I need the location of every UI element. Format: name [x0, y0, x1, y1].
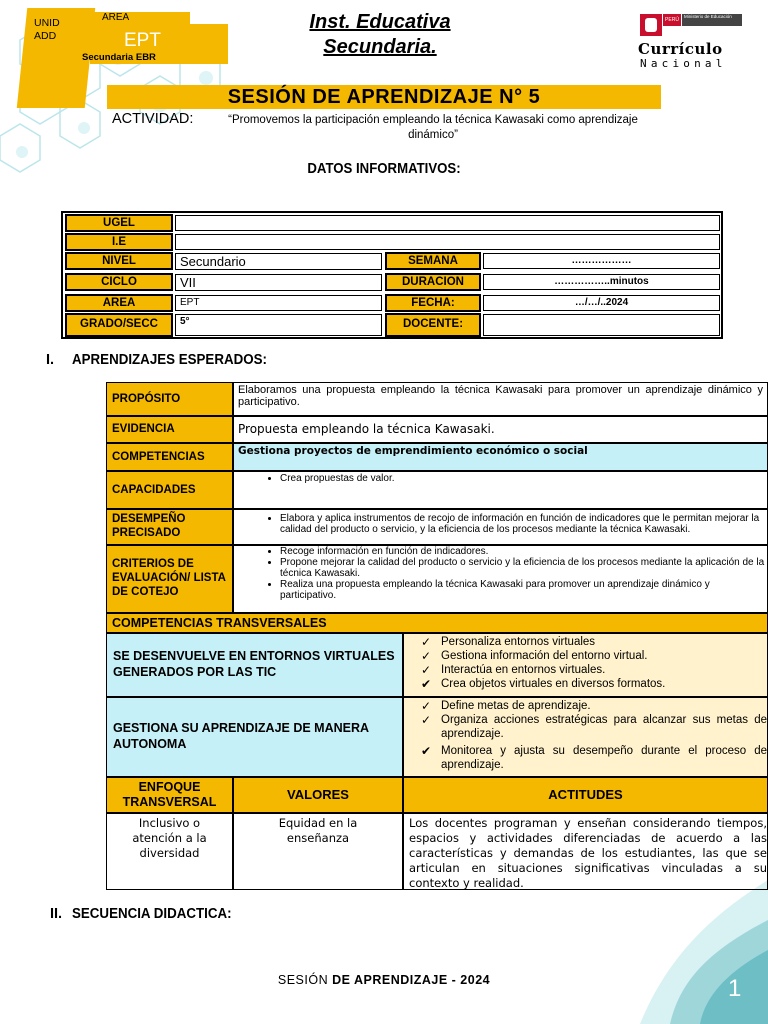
- actitudes-value: Los docentes programan y enseñan considerando tiempos, espacios y actividades diferenciadas de acuerdo a las características y demandas de los estudiantes, las que se articulan en situaciones significativas vinculadas a su contexto y realidad.: [403, 813, 768, 890]
- institution-title: Inst. Educativa Secundaria.: [309, 11, 451, 58]
- autonoma-item-text: Monitorea y ajusta su desempeño durante el proceso de aprendizaje.: [441, 745, 767, 771]
- tic-list: [404, 635, 767, 691]
- logo-curriculo-text: Currículo: [638, 40, 723, 58]
- enfoque-header: ENFOQUE TRANSVERSAL: [106, 777, 233, 813]
- enfoque-value: Inclusivo o atención a la diversidad: [106, 813, 233, 890]
- nivel-label: NIVEL: [65, 252, 173, 270]
- transversales-label: COMPETENCIAS TRANSVERSALES: [106, 613, 768, 633]
- duracion-label: DURACION: [385, 273, 481, 291]
- docente-value: [483, 314, 720, 336]
- autonoma-competence-label: GESTIONA SU APRENDIZAJE DE MANERA AUTONOMA: [106, 697, 403, 777]
- check-icon: ✓: [421, 663, 432, 677]
- grado-value: 5°: [175, 314, 382, 336]
- tic-item-text: Gestiona información del entorno virtual.: [441, 650, 648, 662]
- datos-informativos-title: DATOS INFORMATIVOS:: [307, 160, 461, 177]
- activity-text: “Promovemos la participación empleando la técnica Kawasaki como aprendizaje dinámico”: [228, 114, 638, 141]
- check-icon: ✔: [421, 744, 432, 758]
- criterio-item: • Recoge información en función de indicadores.: [280, 546, 767, 557]
- check-icon: ✓: [421, 635, 432, 649]
- area-label: AREA: [102, 12, 130, 23]
- autonoma-item: [421, 744, 767, 772]
- capacidad-item: • Crea propuestas de valor.: [280, 473, 767, 484]
- semana-label: SEMANA: [385, 252, 481, 270]
- page-number: 1: [728, 975, 742, 1002]
- desempeno-list: [234, 513, 767, 535]
- ciclo-label: CICLO: [65, 273, 173, 291]
- proposito-text: Elaboramos una propuesta empleando la técnica Kawasaki para promover un aprendizaje dinámico y participativo.: [233, 382, 768, 416]
- logo-peru-text: PERÚ: [663, 14, 681, 26]
- level-label: Secundaria EBR: [82, 52, 156, 63]
- footer-text: [0, 973, 768, 987]
- criterio-item: • Realiza una propuesta empleando la técnica Kawasaki para promover un aprendizaje dinámico y participativo.: [280, 579, 767, 601]
- section-2-heading: SECUENCIA DIDACTICA:: [72, 906, 232, 922]
- ugel-value: [175, 215, 720, 231]
- ugel-label: UGEL: [65, 214, 173, 232]
- session-title: SESIÓN DE APRENDIZAJE N° 5: [227, 86, 541, 108]
- competencias-label: COMPETENCIAS: [106, 443, 233, 471]
- footer-text-plain: SESIÓN: [277, 973, 329, 987]
- unit-label: UNID ADD: [34, 17, 60, 42]
- duracion-value: ……………..minutos: [483, 274, 720, 290]
- check-icon: ✓: [421, 713, 432, 727]
- tic-item-text: Interactúa en entornos virtuales.: [441, 664, 606, 676]
- peru-shield-icon: [640, 14, 662, 36]
- section-1-number: I.: [46, 352, 55, 368]
- activity-label: ACTIVIDAD:: [112, 111, 194, 127]
- evidencia-text: Propuesta empleando la técnica Kawasaki.: [233, 416, 768, 443]
- area-row-label: AREA: [65, 294, 173, 312]
- actitudes-header: ACTITUDES: [403, 777, 768, 813]
- autonoma-item: [421, 699, 767, 713]
- valores-value: Equidad en la enseñanza: [233, 813, 403, 890]
- desempeno-label: DESEMPEÑO PRECISADO: [106, 509, 233, 545]
- check-icon: ✔: [421, 677, 432, 691]
- fecha-value: …/…/..2024: [483, 295, 720, 311]
- evidencia-label: EVIDENCIA: [106, 416, 233, 443]
- capacidades-list: [234, 473, 767, 484]
- tic-competence-cell: [403, 633, 768, 697]
- section-1-heading: APRENDIZAJES ESPERADOS:: [72, 352, 267, 368]
- valores-header: VALORES: [233, 777, 403, 813]
- fecha-label: FECHA:: [385, 294, 481, 312]
- tic-item-text: Crea objetos virtuales en diversos formatos.: [441, 678, 666, 690]
- section-2-number: II.: [50, 906, 63, 922]
- check-icon: ✓: [421, 699, 432, 713]
- ciclo-value: VII: [175, 274, 382, 291]
- grado-label: GRADO/SECC: [65, 313, 173, 337]
- tic-item: [421, 677, 767, 691]
- datos-informativos-table: [61, 211, 723, 339]
- logo-ministry-text: Ministerio de Educación: [682, 14, 742, 26]
- criterio-item: • Propone mejorar la calidad del producto o servicio y la eficiencia de los procesos mediante la aplicación de la técnica Kawasaki.: [280, 557, 767, 579]
- proposito-label: PROPÓSITO: [106, 382, 233, 416]
- logo-nacional-text: Nacional: [640, 57, 727, 70]
- footer-text-bold: DE APRENDIZAJE - 2024: [332, 973, 491, 987]
- aprendizajes-table: [106, 382, 768, 890]
- criterios-label: CRITERIOS DE EVALUACIÓN/ LISTA DE COTEJO: [106, 545, 233, 613]
- competencias-text: Gestiona proyectos de emprendimiento económico o social: [233, 443, 768, 471]
- desempeno-cell: [233, 509, 768, 545]
- desempeno-item: • Elabora y aplica instrumentos de recojo de información en función de indicadores que le permitan mejorar la calidad del producto o servicio, y la eficiencia de los procesos mediante la técnica Kawasaki.: [280, 513, 767, 535]
- criterios-list: [234, 546, 767, 601]
- ie-label: I.E: [65, 233, 173, 251]
- tic-item: [421, 649, 767, 663]
- tic-item: [421, 663, 767, 677]
- autonoma-item-text: Organiza acciones estratégicas para alcanzar sus metas de aprendizaje.: [441, 714, 767, 740]
- tic-item: [421, 635, 767, 649]
- docente-label: DOCENTE:: [385, 313, 481, 337]
- area-value: EPT: [124, 30, 161, 51]
- capacidades-cell: [233, 471, 768, 509]
- semana-value: ………………: [483, 253, 720, 269]
- criterios-cell: [233, 545, 768, 613]
- area-row-value: EPT: [175, 295, 382, 311]
- check-icon: ✓: [421, 649, 432, 663]
- autonoma-item: [421, 713, 767, 741]
- capacidades-label: CAPACIDADES: [106, 471, 233, 509]
- autonoma-competence-cell: [403, 697, 768, 777]
- autonoma-list: [404, 699, 767, 772]
- nivel-value: Secundario: [175, 253, 382, 270]
- tic-item-text: Personaliza entornos virtuales: [441, 636, 596, 648]
- tic-competence-label: SE DESENVUELVE EN ENTORNOS VIRTUALES GENERADOS POR LAS TIC: [106, 633, 403, 697]
- autonoma-item-text: Define metas de aprendizaje.: [441, 700, 591, 712]
- ie-value: [175, 234, 720, 250]
